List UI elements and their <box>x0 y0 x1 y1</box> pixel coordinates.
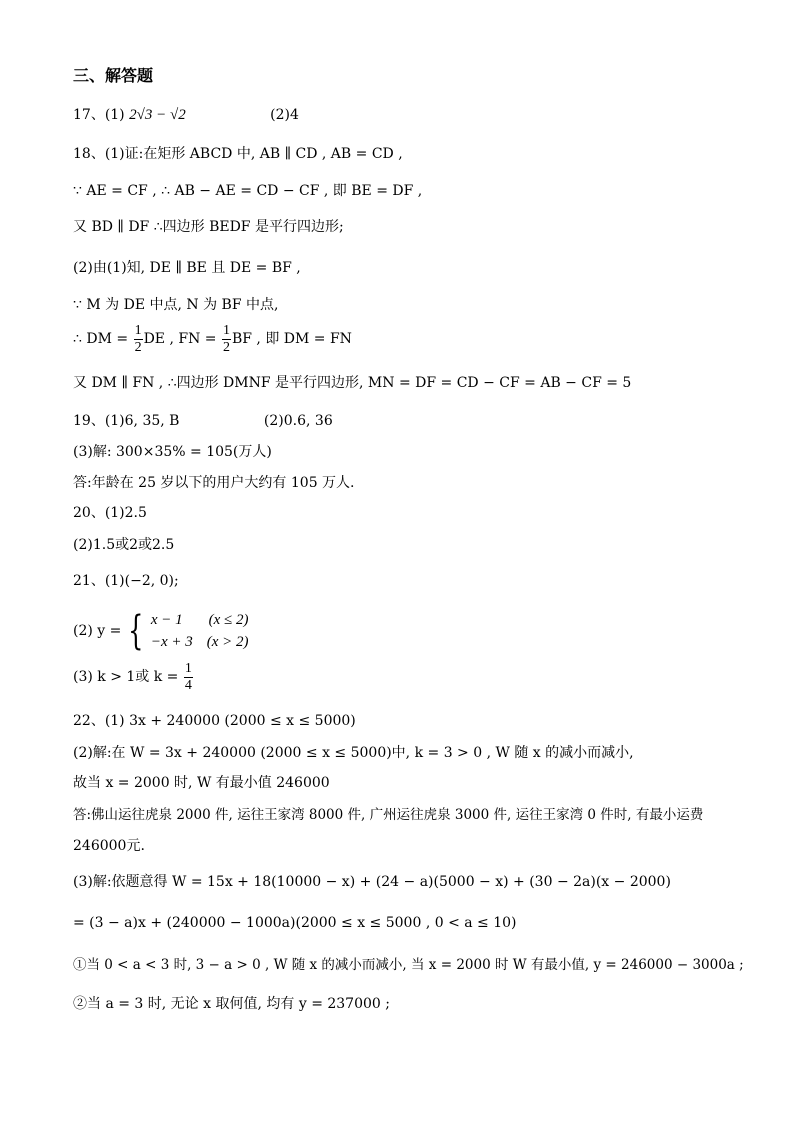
q18-line-6-c: BF , 即 DM = FN <box>231 331 352 347</box>
case-row-1 <box>151 609 249 631</box>
q21-piecewise-label: (2) y = <box>73 623 122 639</box>
fraction-den: 2 <box>222 339 230 355</box>
q18-line-7: 又 DM ∥ FN , ∴四边形 DMNF 是平行四边形, MN = DF = CD − CF = AB − CF = 5 <box>73 375 632 391</box>
fraction-num: 1 <box>184 660 192 676</box>
q18-line-2: ∵ AE = CF , ∴ AB − AE = CD − CF , 即 BE = DF , <box>73 183 423 199</box>
fraction-quarter <box>184 661 193 694</box>
q21-line-3 <box>73 660 194 694</box>
q19-line-2: (3)解: 300×35% = 105(万人) <box>73 444 272 460</box>
q22-line-5: 246000元. <box>73 838 145 854</box>
case-2-expr: −x + 3 <box>150 634 193 650</box>
q18-line-5: ∵ M 为 DE 中点, N 为 BF 中点, <box>73 297 279 313</box>
fraction-half-2 <box>222 323 231 356</box>
q22-line-4: 答:佛山运往虎泉 2000 件, 运往王家湾 8000 件, 广州运往虎泉 3000 件, 运往王家湾 0 件时, 有最小运费 <box>73 807 704 823</box>
q21-line-2 <box>73 607 249 655</box>
q22-line-3: 故当 x = 2000 时, W 有最小值 246000 <box>73 775 330 791</box>
brace-symbol: { <box>128 608 144 654</box>
q22-line-1: 22、(1) 3x + 240000 (2000 ≤ x ≤ 5000) <box>73 713 356 729</box>
case-1-cond: (x ≤ 2) <box>208 612 249 628</box>
q18-line-6-b: DE , FN = <box>143 331 217 347</box>
q17-label: 17、(1) <box>73 107 125 123</box>
q22-line-6: (3)解:依题意得 W = 15x + 18(10000 − x) + (24 − a)(5000 − x) + (30 − 2a)(x − 2000) <box>73 874 671 890</box>
piecewise-cases <box>151 609 249 653</box>
q20-line-1: 20、(1)2.5 <box>73 505 147 521</box>
q18-line-1: 18、(1)证:在矩形 ABCD 中, AB ∥ CD , AB = CD , <box>73 146 403 162</box>
q19-part-2: (2)0.6, 36 <box>263 413 333 429</box>
q22-line-9: ②当 a = 3 时, 无论 x 取何值, 均有 y = 237000 ; <box>73 996 390 1012</box>
q19-part-1: 19、(1)6, 35, B <box>73 413 180 429</box>
fraction-num: 1 <box>134 322 142 338</box>
q20-line-2: (2)1.5或2或2.5 <box>73 537 175 553</box>
q22-line-7: = (3 − a)x + (240000 − 1000a)(2000 ≤ x ≤ 5000 , 0 < a ≤ 10) <box>73 915 517 931</box>
q21-line-3-prefix: (3) k > 1或 k = <box>73 669 179 685</box>
q17-line <box>73 105 299 125</box>
q18-line-6-a: ∴ DM = <box>73 331 129 347</box>
section-title: 三、解答题 <box>73 66 154 85</box>
q22-line-2: (2)解:在 W = 3x + 240000 (2000 ≤ x ≤ 5000)中, k = 3 > 0 , W 随 x 的减小而减小, <box>73 745 634 761</box>
fraction-den: 4 <box>184 677 192 693</box>
q17-answer-1: 2√3 − √2 <box>129 107 186 123</box>
q17-answer-2: (2)4 <box>270 107 299 123</box>
q18-line-4: (2)由(1)知, DE ∥ BE 且 DE = BF , <box>73 260 301 276</box>
fraction-num: 1 <box>222 322 230 338</box>
q18-line-6 <box>73 322 352 356</box>
q19-line-3: 答:年龄在 25 岁以下的用户大约有 105 万人. <box>73 475 355 491</box>
q19-line-1 <box>73 411 333 431</box>
fraction-den: 2 <box>134 339 142 355</box>
q22-line-8: ①当 0 < a < 3 时, 3 − a > 0 , W 随 x 的减小而减小, 当 x = 2000 时 W 有最小值, y = 246000 − 3000a ; <box>73 957 744 973</box>
case-2-cond: (x > 2) <box>206 634 249 650</box>
fraction-half-1 <box>134 323 143 356</box>
q18-line-3: 又 BD ∥ DF ∴四边形 BEDF 是平行四边形; <box>73 219 344 235</box>
case-1-expr: x − 1 <box>150 612 183 628</box>
q21-line-1: 21、(1)(−2, 0); <box>73 573 179 589</box>
case-row-2 <box>151 631 249 653</box>
